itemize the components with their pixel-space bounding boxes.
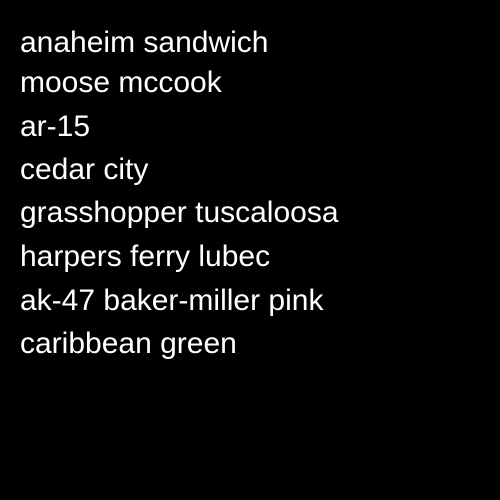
text-line-8: caribbean green [20,327,237,360]
text-line-6: harpers ferry lubec [20,240,271,273]
text-line-1: anaheim sandwich [20,26,269,59]
text-line-4: cedar city [20,153,149,186]
text-line-7: ak-47 baker-miller pink [20,284,324,317]
text-line-3: ar-15 [20,110,91,143]
text-line-2: moose mccook [20,66,222,99]
text-line-5: grasshopper tuscaloosa [20,196,339,229]
